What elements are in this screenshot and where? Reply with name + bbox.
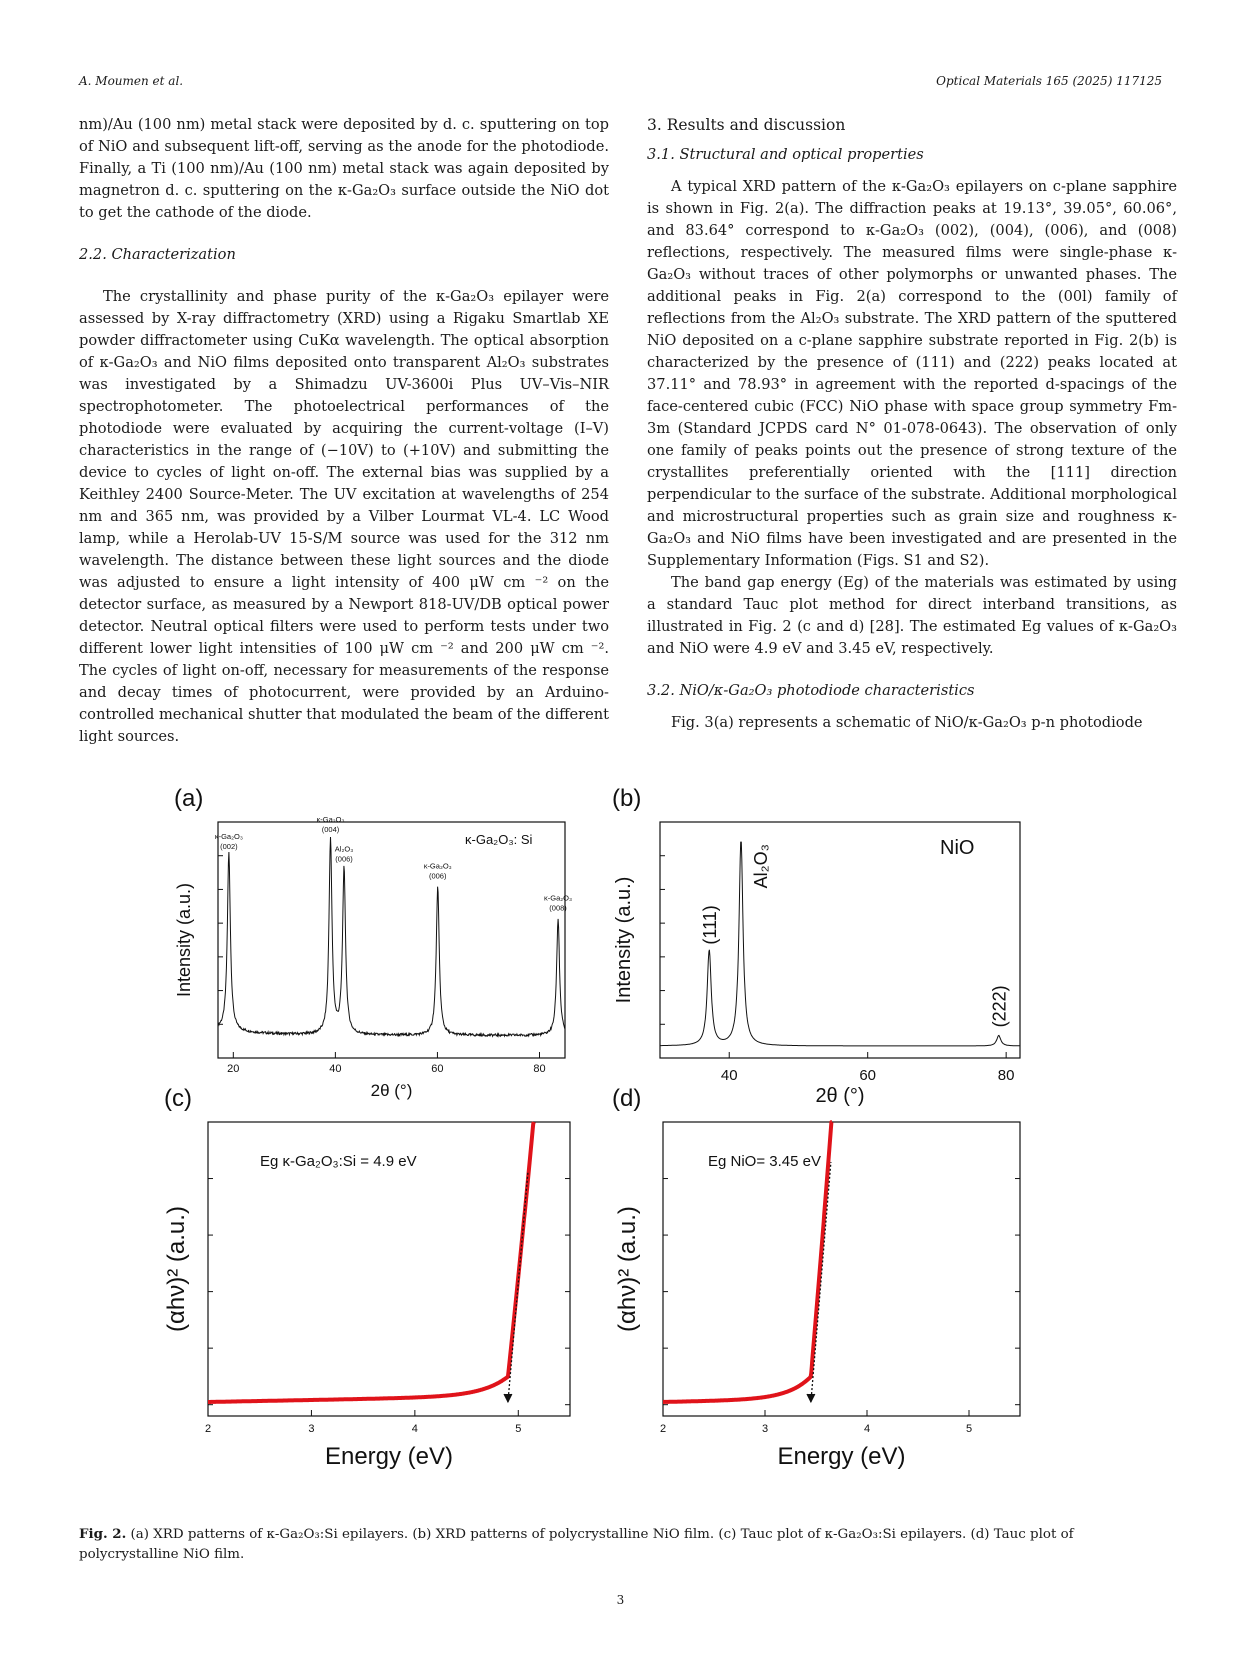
subsection-heading-structural: 3.1. Structural and optical properties [647,146,924,163]
peak-label-a-4: κ-Ga₂O₃ [544,893,573,903]
photodiode-paragraph: Fig. 3(a) represents a schematic of NiO/κ-Ga₂O₃ p-n photodiode [671,714,1143,731]
peak-index-a-2: (006) [335,854,353,864]
x-axis-label-d: Energy (eV) [777,1443,906,1470]
page-number: 3 [616,1593,625,1607]
structural-paragraph: A typical XRD pattern of the κ-Ga₂O₃ epilayers on c-plane sapphire is shown in Fig. 2(a). The diffraction peaks at 19.13°, 39.05°, 60.06°, and 83.64° correspond to κ-Ga₂O₃ (002), (004), (006), and (008) reflections, respectively. The measured films were single-phase κ-Ga₂O₃ without traces of other polymorphs or unwanted phases. The additional peaks in Fig. 2(a) correspond to the (00l) family of reflections from the Al₂O₃ substrate. The XRD pattern of the sputtered NiO deposited on a c-plane sapphire substrate reported in Fig. 2(b) is characterized by the presence of (111) and (222) peaks located at 37.11° and 78.93° in agreement with the reported d-spacings of the face-centered cubic (FCC) NiO phase with space group symmetry Fm-3m (Standard JCPDS card N° 01-078-0643). The observation of only one family of peaks points out the presence of strong texture of the crystallites preferentially oriented with the [111] direction perpendicular to the surface of the substrate. Additional morphological and microstructural properties such as grain size and roughness κ-Ga₂O₃ and NiO films have been investigated and are presented in the Supplementary Information (Figs. S1 and S2). [647,178,1177,569]
eg-annotation-d: Eg NiO= 3.45 eV [708,1153,821,1170]
caption-text: (a) XRD patterns of κ-Ga₂O₃:Si epilayers. (b) XRD patterns of polycrystalline NiO film. (c) Tauc plot of κ-Ga₂O₃:Si epilayers. (d) Tauc plot of polycrystalline NiO film. [79,1527,1074,1562]
panel-label-c: (c) [164,1085,192,1112]
section-heading-results: 3. Results and discussion [647,116,846,134]
x-tick-label-b: 40 [720,1067,738,1084]
peak-label-b-al2o3: Al₂O₃ [751,844,771,889]
intro-paragraph: nm)/Au (100 nm) metal stack were deposited by d. c. sputtering on top of NiO and subsequent lift-off, serving as the anode for the photodiode. Finally, a Ti (100 nm)/Au (100 nm) metal stack was again deposited by magnetron d. c. sputtering on the κ-Ga₂O₃ surface outside the NiO dot to get the cathode of the diode. [79,116,609,221]
x-tick-label-c: 5 [515,1423,522,1435]
x-tick-label-c: 4 [411,1423,418,1435]
peak-label-b-111: (111) [700,905,721,945]
peak-index-a-1: (004) [321,825,340,834]
figure-2 [160,776,1180,1511]
bandgap-paragraph: The band gap energy (Eg) of the materials was estimated by using a standard Tauc plot method for direct interband transitions, as illustrated in Fig. 2 (c and d) [28]. The estimated Eg values of κ-Ga₂O₃ and NiO were 4.9 eV and 3.45 eV, respectively. [647,574,1177,657]
peak-label-a-0: κ-Ga₂O₃ [214,831,243,841]
extrapolation-line-d [811,1162,831,1402]
y-axis-label-c: (αhν)² (a.u.) [163,1206,190,1332]
panel-label-a: (a) [174,785,204,812]
peak-label-a-3: κ-Ga₂O₃ [423,861,452,871]
figure-caption [79,1524,1177,1565]
x-tick-label-a: 60 [431,1063,444,1075]
y-axis-label-b: Intensity (a.u.) [613,876,635,1004]
plot-frame-a [218,822,565,1058]
legend-text-a: κ-Ga₂O₃: Si [465,832,533,847]
x-axis-label-c: Energy (eV) [324,1443,454,1470]
xrd-curve-a [218,837,565,1036]
y-axis-label-a: Intensity (a.u.) [174,882,194,998]
caption-label: Fig. 2. [79,1526,127,1542]
panel-label-d: (d) [612,1085,642,1112]
figure-2-svg [160,776,1180,1511]
eg-arrow-icon-d [807,1394,815,1402]
legend-text-b: NiO [940,837,975,859]
right-column [647,114,1177,734]
x-tick-label-d: 3 [761,1423,769,1435]
x-tick-label-d: 4 [863,1423,871,1435]
peak-index-a-4: (008) [549,903,567,913]
x-tick-label-a: 80 [533,1063,546,1075]
x-tick-label-b: 80 [997,1067,1015,1084]
y-axis-label-d: (αhν)² (a.u.) [614,1206,641,1332]
characterization-paragraph: The crystallinity and phase purity of the κ-Ga₂O₃ epilayer were assessed by X-ray diffractometry (XRD) using a Rigaku Smartlab XE powder diffractometer using CuKα wavelength. The optical absorption of κ-Ga₂O₃ and NiO films deposited onto transparent Al₂O₃ substrates was investigated by a Shimadzu UV-3600i Plus UV–Vis–NIR spectrophotometer. The photoelectrical performances of the photodiode were evaluated by acquiring the current-voltage (I–V) characteristics in the range of (−10V) to (+10V) and submitting the device to cycles of light on-off. The external bias was supplied by a Keithley 2400 Source-Meter. The UV excitation at wavelengths of 254 nm and 365 nm, was provided by a Vilber Lourmat VL-4. LC Wood lamp, while a Herolab-UV 15-S/M source was used for the 312 nm wavelength. The distance between these light sources and the diode was adjusted to ensure a light intensity of 400 μW cm ⁻² on the detector surface, as measured by a Newport 818-UV/DB optical power detector. Neutral optical filters were used to perform tests under two different lower light intensities of 100 μW cm ⁻² and 200 μW cm ⁻². The cycles of light on-off, necessary for measurements of the response and decay times of photocurrent, were provided by an Arduino-controlled mechanical shutter that modulated the beam of the different light sources. [79,288,609,745]
panel-label-b: (b) [612,785,642,812]
eg-annotation-c: Eg κ-Ga₂O₃:Si = 4.9 eV [260,1153,417,1170]
peak-label-b-222: (222) [989,985,1010,1028]
peak-index-a-3: (006) [428,871,447,881]
peak-label-a-1: κ-Ga₂O₃ [316,815,345,824]
peak-index-a-0: (002) [220,841,238,851]
peak-label-a-2: Al₂O₃ [334,844,354,854]
x-tick-label-d: 5 [965,1423,973,1435]
x-tick-label-d: 2 [659,1423,667,1435]
x-tick-label-c: 2 [204,1423,212,1435]
x-tick-label-a: 40 [329,1063,342,1075]
x-tick-label-c: 3 [308,1423,315,1435]
x-tick-label-a: 20 [227,1063,240,1075]
x-axis-label-b: 2θ (°) [815,1085,865,1107]
subsection-heading-characterization: 2.2. Characterization [79,246,236,263]
x-axis-label-a: 2θ (°) [370,1081,413,1100]
subsection-heading-photodiode: 3.2. NiO/κ-Ga₂O₃ photodiode characteristics [647,682,975,699]
running-header-authors: A. Moumen et al. [79,74,184,88]
eg-arrow-icon-c [504,1394,512,1402]
left-column [79,114,609,748]
x-tick-label-b: 60 [859,1067,877,1084]
running-header-journal: Optical Materials 165 (2025) 117125 [936,74,1162,88]
